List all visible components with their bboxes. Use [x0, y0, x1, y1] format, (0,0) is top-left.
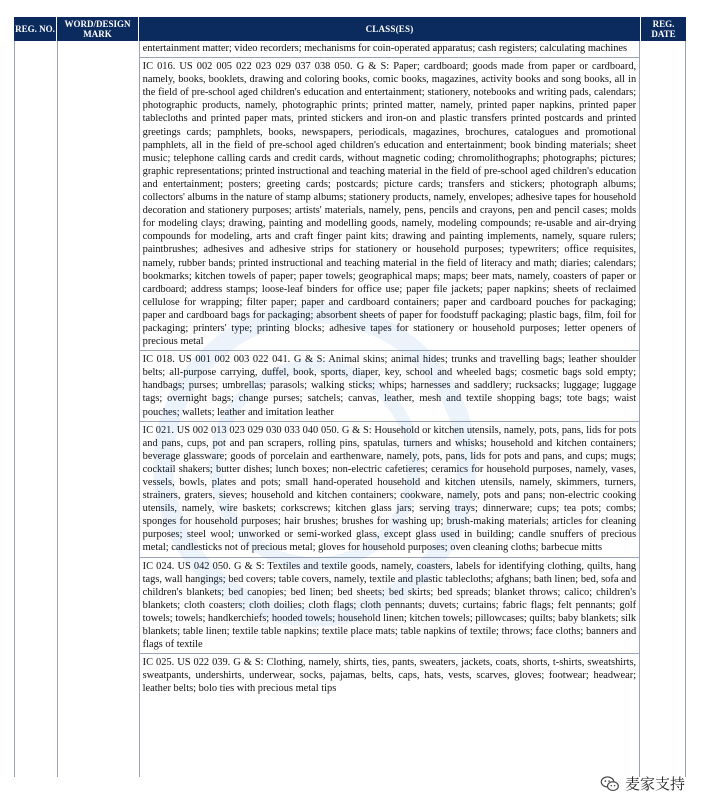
table-body: [14, 41, 686, 777]
reg-date-column: [640, 41, 685, 777]
classes-column: [140, 41, 641, 777]
reg-no-column: [15, 41, 58, 777]
class-entry: entertainment matter; video recorders; mechanisms for coin-operated apparatus; cash registers; calculating machines: [140, 41, 640, 58]
wechat-logo-icon: [600, 774, 620, 794]
mark-column: [58, 41, 140, 777]
class-entry-ic021: IC 021. US 002 013 023 029 030 033 040 050. G & S: Household or kitchen utensils, namely, pots, pans, lids for pots and pans, cups, pot and pan scrapers, rolling pins, spatulas, turners and whisks; household and kitchen containers; beverage glassware; goods of porcelain and earthenware, namely, pots, pans, lids for pots and pans, and cups; mugs; cocktail shakers; butter dishes; lunch boxes; non-electric cafetieres; ceramics for household purposes, namely, vases, vessels, bowls, plates and pots; small hand-operated household and kitchen utensils, namely, skimmers, turners, strainers, graters, sieves; household and kitchen containers; cookware, namely, pots and pans; non-electric cooking utensils, namely, wire baskets; corkscrews; kitchen glass jars; serving trays; dinnerware; cups; tea pots; combs; sponges for household purposes; hair brushes; brushes for washing up; brush-making materials; articles for cleaning purposes; steel wool; unworked or semi-worked glass, except glass used in building; candle snuffers of precious metal; candlesticks not of precious metal; gloves for household purposes; oven cleaning cloths; barbecue mitts: [140, 422, 640, 558]
class-entry-ic025: IC 025. US 022 039. G & S: Clothing, namely, shirts, ties, pants, sweaters, jackets, coats, shorts, t-shirts, sweatshirts, sweatpants, undershirts, underwear, socks, pajamas, belts, caps, hats, vests, scarves, gloves; footwear; headwear; leather belts; bolo ties with precious metal tips: [142, 657, 637, 695]
header-classes: CLASS(ES): [139, 17, 641, 41]
brand-name: 麦家支持: [624, 775, 685, 793]
header-reg-date: REG. DATE: [641, 17, 686, 41]
trademark-table: [14, 17, 686, 777]
class-entry-ic016: IC 016. US 002 005 022 023 029 037 038 050. G & S: Paper; cardboard; goods made from paper or cardboard, namely, books, booklets, drawing and coloring books, comic books, magazines, activity books and song books, all in the field of pre-school aged children's education and entertainment; stationery, notebooks and writing pads, calendars; photographic products, namely, photographic prints; printed matter, namely, printed paper napkins, printed paper tablecloths and printed paper mats, printed stickers and iron-on and plastic transfers printed postcards and printed greetings cards; pamphlets, books, newspapers, periodicals, magazines, brochures, catalogues and promotional pamphlets, all in the field of pre-school aged children's education and entertainment; book binding materials; sheet music; telephone calling cards and credit cards, without magnetic coding; chromolithographs; photographs; pictures; graphic representations; printed instructional and teaching material in the field of pre-school aged children's education and entertainment; posters; greeting cards; postcards; picture cards; transfers and stickers; photograph albums; collectors' albums in the nature of stamp albums; stationery products, namely, envelopes; adhesive tapes for household decoration and stationery purposes; artists' materials, namely, pens, pencils and crayons, pen and pencil cases; molds for modeling clays; drawing, painting and modelling goods, namely, modeling compounds; re-usable and air-drying compounds for modeling, arts and craft finger paint kits; drawing and painting implements, namely, square rulers; paintbrushes; adhesives and adhesive strips for stationery or household purposes; typewriters; office requisites, namely, rubber bands; printed instructional and teaching material in the field of literacy and math; diaries; calendars; bookmarks; kitchen towels of paper; paper towels; geographical maps; maps; beer mats, namely, coasters of paper or cardboard; address stamps; loose-leaf binders for office use; paper file jackets; paper napkins; sheets of reclaimed cellulose for wrapping; filter paper; paper and cardboard containers; paper and cardboard pouches for packaging; paper and cardboard bags for packaging; absorbent sheets of paper for foodstuff packaging; plastic bags, film, foil for packaging; printers' type; printing blocks; adhesive tapes for stationery or household purposes; letter openers of precious metal: [140, 58, 640, 351]
footer-brand: [600, 773, 685, 794]
table-header: [14, 17, 686, 41]
class-entry-ic018: IC 018. US 001 002 003 022 041. G & S: Animal skins; animal hides; trunks and travelling bags; leather shoulder belts; all-purpose carrying, duffel, book, sports, diaper, key, school and wheeled bags; cosmetic bags sold empty; handbags; purses; umbrellas; parasols; walking sticks; whips; harnesses and saddlery; rucksacks; luggage; luggage tags; overnight bags; change purses; satchels; canvas, leather, mesh and textile shopping bags; tote bags; waist pouches; wallets; leather and imitation leather: [140, 351, 640, 421]
header-word-design-mark: WORD/DESIGN MARK: [57, 17, 139, 41]
class-entry-ic024: IC 024. US 042 050. G & S: Textiles and textile goods, namely, coasters, labels for identifying clothing, quilts, hang tags, wall hangings; bed covers; table covers, namely, textile and plastic tablecloths; afghans; bath linen; bed, sofa and children's blankets; bed canopies; bed linen; bed sheets; bed skirts; bed spreads; blanket throws; calico; children's blankets; cloth coasters; cloth doilies; cloth flags; cloth pennants; duvets; curtains; fabric flags; felt pennants; golf towels; towels; handkerchiefs; hooded towels; household linen; kitchen towels; pillowcases; quilts; baby blankets; silk blankets; table linen; textile table napkins; textile place mats; table napkins of textile; throws; face cloths; banners and flags of textile: [140, 558, 640, 655]
header-reg-no: REG. NO.: [14, 17, 57, 41]
